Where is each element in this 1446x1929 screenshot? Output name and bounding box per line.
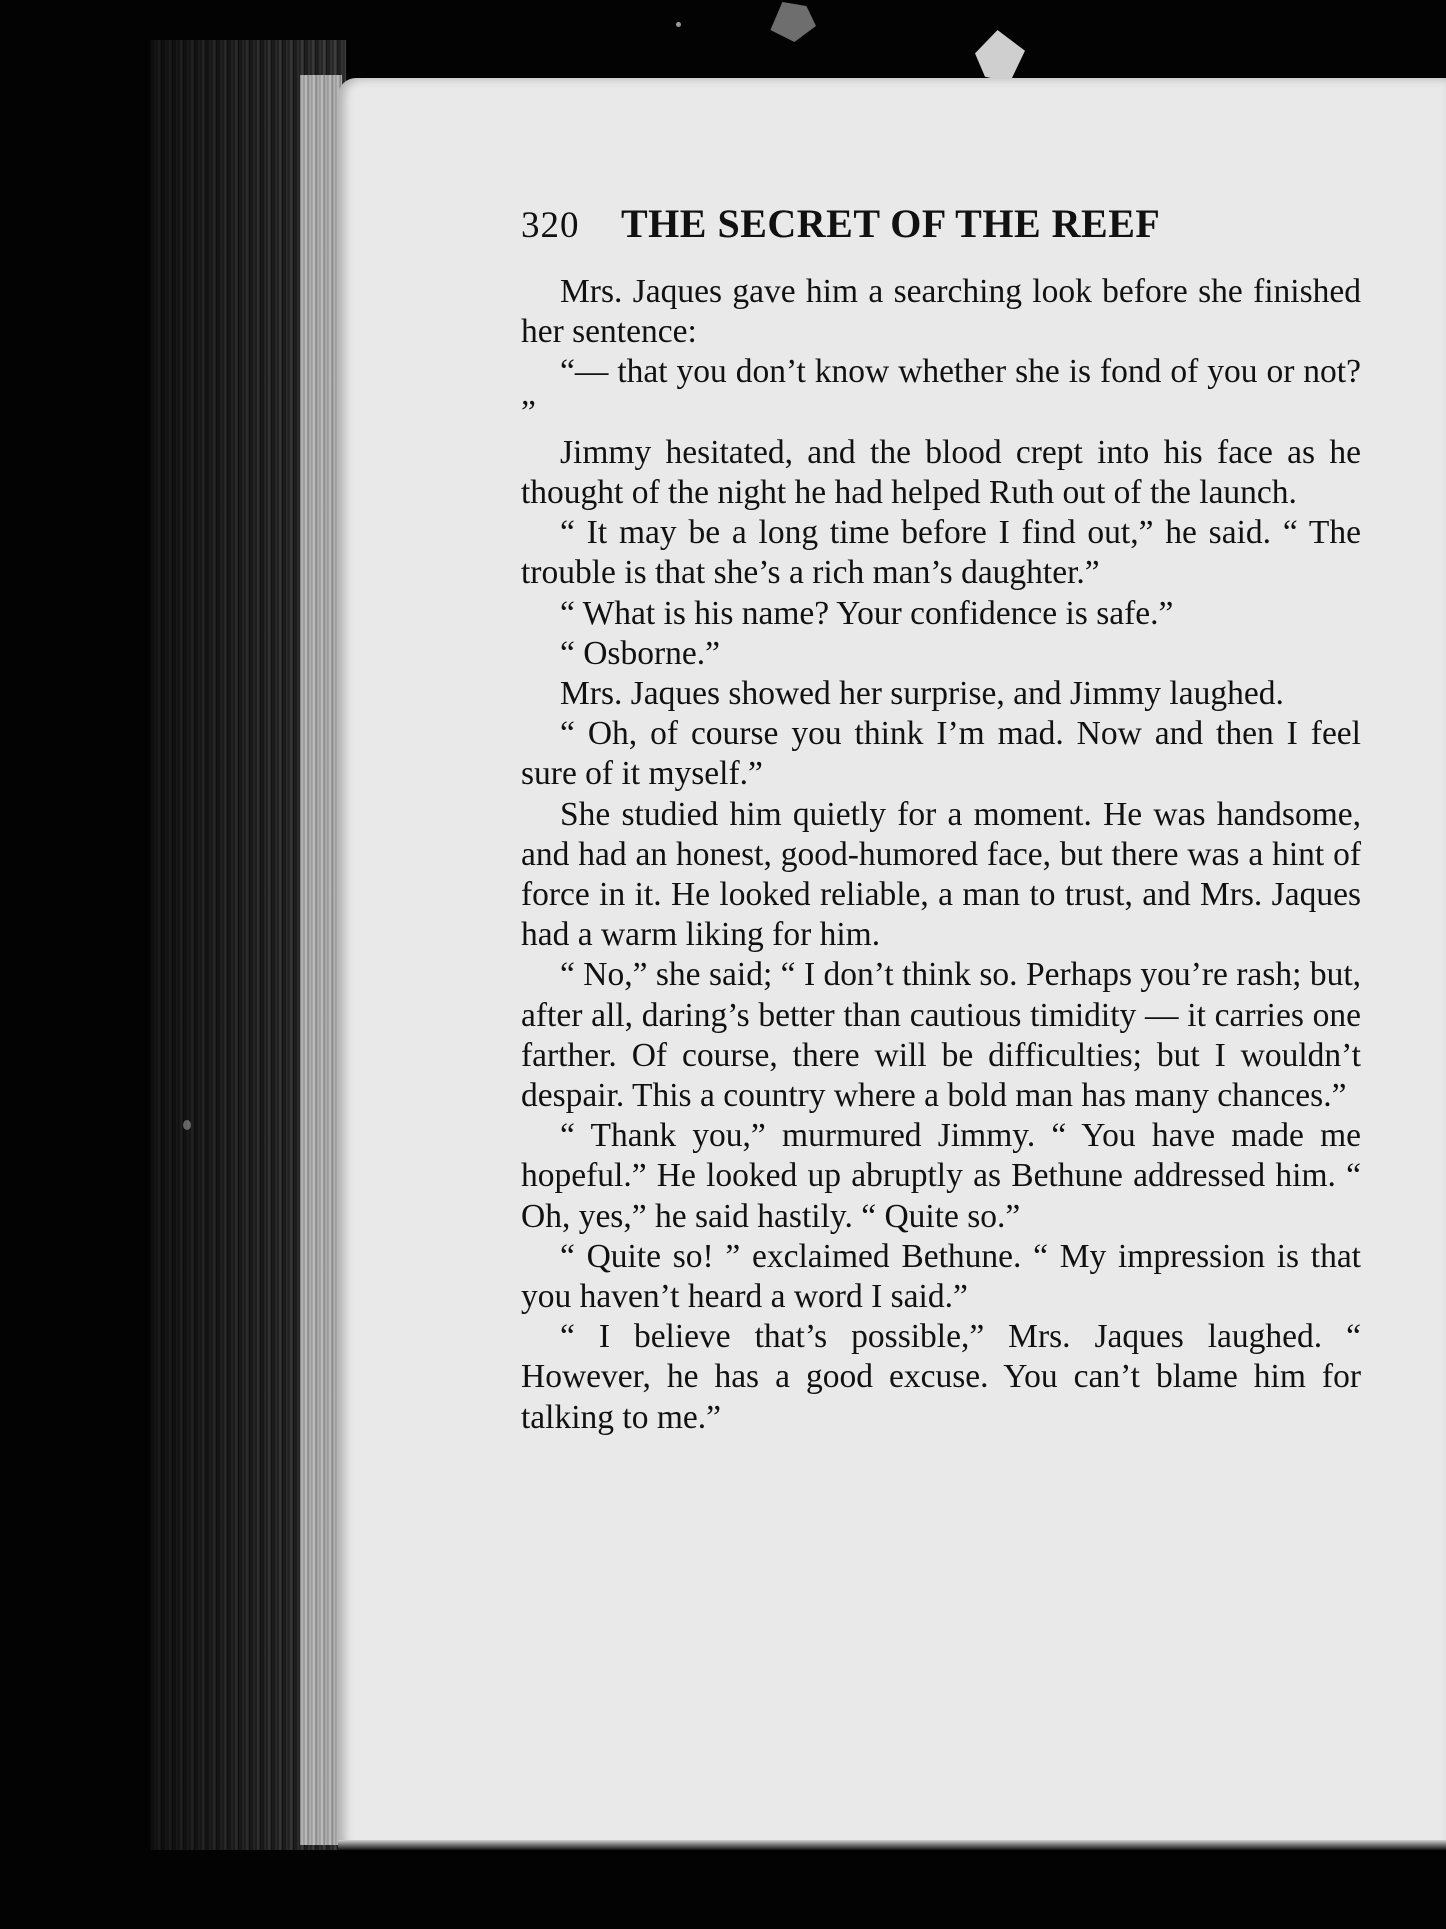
- page-edge-highlight: [300, 75, 342, 1845]
- paragraph: “ I believe that’s possible,” Mrs. Jaques laughed. “ However, he has a good excuse. You can’t blame him for talking to me.”: [521, 1318, 1361, 1436]
- page-text: [521, 200, 1361, 1438]
- paragraph: “ Osborne.”: [560, 634, 720, 672]
- scan-speck: [768, 2, 816, 42]
- page-header: [521, 200, 1361, 260]
- paragraph: “ Thank you,” murmured Jimmy. “ You have made me hopeful.” He looked up abruptly as Bethune addressed him. “ Oh, yes,” he said hastily. “ Quite so.”: [521, 1117, 1361, 1235]
- paragraph: Jimmy hesitated, and the blood crept into his face as he thought of the night he had helped Ruth out of the launch.: [521, 433, 1361, 512]
- paragraph: “— that you don’t know whether she is fond of you or not? ”: [521, 353, 1361, 431]
- paragraph: She studied him quietly for a moment. He was handsome, and had an honest, good-humored face, but there was a hint of force in it. He looked reliable, a man to trust, and Mrs. Jaques had a warm liking for him.: [521, 795, 1361, 954]
- running-title: THE SECRET OF THE REEF: [621, 201, 1161, 246]
- scan-speck: [676, 22, 681, 27]
- paragraph: “ Quite so! ” exclaimed Bethune. “ My impression is that you haven’t heard a word I said.”: [521, 1237, 1361, 1316]
- paragraph: “ What is his name? Your confidence is safe.”: [560, 594, 1174, 632]
- paragraph: “ No,” she said; “ I don’t think so. Perhaps you’re rash; but, after all, daring’s better than cautious timidity — it carries one farther. Of course, there will be difficulties; but I wouldn’t despair. This a country where a bold man has many chances.”: [521, 956, 1361, 1115]
- page-number: 320: [521, 205, 580, 246]
- paragraph: “ Oh, of course you think I’m mad. Now and then I feel sure of it myself.”: [521, 715, 1361, 793]
- paragraph: Mrs. Jaques gave him a searching look before she finished her sentence:: [521, 273, 1361, 351]
- paragraph: “ It may be a long time before I find out,” he said. “ The trouble is that she’s a rich man’s daughter.”: [521, 514, 1361, 592]
- page-bottom-edge: [338, 1840, 1446, 1850]
- torn-page-fragment: [975, 30, 1025, 82]
- paragraph: Mrs. Jaques showed her surprise, and Jimmy laughed.: [560, 675, 1284, 713]
